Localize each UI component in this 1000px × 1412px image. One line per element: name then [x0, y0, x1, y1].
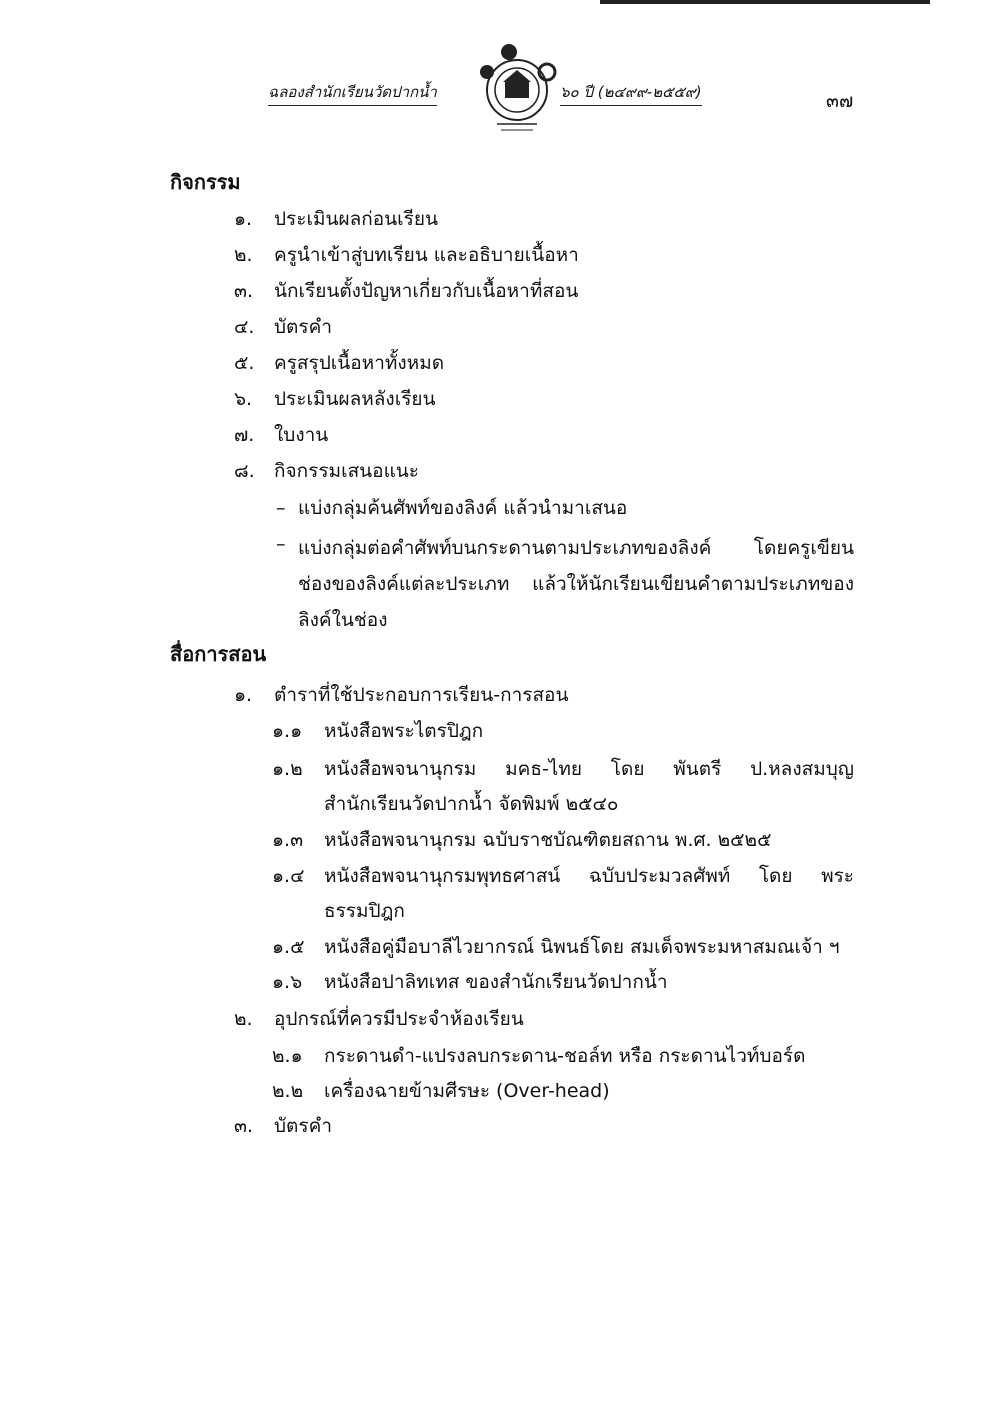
book-item-num: ๑.๔ [272, 865, 305, 887]
book-item-cont: สำนักเรียนวัดปากน้ำ จัดพิมพ์ ๒๕๔๐ [324, 793, 619, 815]
book-item: ๑.๓ หนังสือพจนานุกรม ฉบับราชบัณฑิตยสถาน พ.ศ. ๒๕๒๕ [272, 829, 772, 851]
activity-item: ๗. ใบงาน [234, 424, 329, 446]
suggested-activity-2-line3: ลิงค์ในช่อง [298, 609, 388, 631]
book-item: ๑.๑ หนังสือพระไตรปิฎก [272, 720, 484, 742]
activity-item: ๒. ครูนำเข้าสู่บทเรียน และอธิบายเนื้อหา [234, 244, 579, 266]
activity-item: ๔. บัตรคำ [234, 316, 332, 338]
suggested-activity-2-line2: ช่องของลิงค์แต่ละประเภท แล้วให้นักเรียนเขียนคำตามประเภทของ [298, 573, 854, 595]
equipment-item: ๒.๒ เครื่องฉายข้ามศีรษะ (Over-head) [272, 1080, 610, 1102]
suggested-activity-2-dash: – [276, 533, 286, 555]
school-seal-logo [467, 32, 567, 136]
equipment-item: ๒.๑ กระดานดำ-แปรงลบกระดาน-ชอล์ท หรือ กระดานไวท์บอร์ด [272, 1045, 806, 1067]
page-number: ๓๗ [826, 90, 854, 112]
activity-item: ๓. นักเรียนตั้งปัญหาเกี่ยวกับเนื้อหาที่สอน [234, 280, 579, 302]
suggested-activity-2-line1: แบ่งกลุ่มต่อคำศัพท์บนกระดานตามประเภทของลิงค์ โดยครูเขียน [298, 537, 854, 559]
book-item-cont: ธรรมปิฎก [324, 900, 405, 922]
activity-item: ๑. ประเมินผลก่อนเรียน [234, 208, 438, 230]
header-left-title: ฉลองสำนักเรียนวัดปากน้ำ [268, 80, 437, 106]
book-item: หนังสือพจนานุกรม มคธ-ไทย โดย พันตรี ป.หลงสมบุญ [324, 758, 854, 780]
book-item-num: ๑.๒ [272, 758, 303, 780]
activities-heading: กิจกรรม [170, 170, 241, 194]
activity-item: ๕. ครูสรุปเนื้อหาทั้งหมด [234, 352, 445, 374]
media-item-textbooks: ๑. ตำราที่ใช้ประกอบการเรียน-การสอน [234, 684, 569, 706]
activity-item: ๘. กิจกรรมเสนอแนะ [234, 460, 420, 482]
suggested-activity-1: – แบ่งกลุ่มค้นศัพท์ของลิงค์ แล้วนำมาเสนอ [276, 497, 628, 519]
media-item-word-cards: ๓. บัตรคำ [234, 1115, 332, 1137]
book-item: ๑.๖ หนังสือปาลิทเทส ของสำนักเรียนวัดปากน้ำ [272, 971, 668, 993]
media-heading: สื่อการสอน [170, 642, 267, 666]
book-item: หนังสือพจนานุกรมพุทธศาสน์ ฉบับประมวลศัพท์ โดย พระ [324, 865, 854, 887]
top-edge-bar [600, 0, 930, 4]
header-right-title: ๖๐ ปี (๒๔๙๙-๒๕๕๙) [560, 80, 702, 106]
book-item: ๑.๕ หนังสือคู่มือบาลีไวยากรณ์ นิพนธ์โดย สมเด็จพระมหาสมณเจ้า ฯ [272, 936, 840, 958]
activity-item: ๖. ประเมินผลหลังเรียน [234, 388, 436, 410]
media-item-equipment: ๒. อุปกรณ์ที่ควรมีประจำห้องเรียน [234, 1008, 524, 1030]
